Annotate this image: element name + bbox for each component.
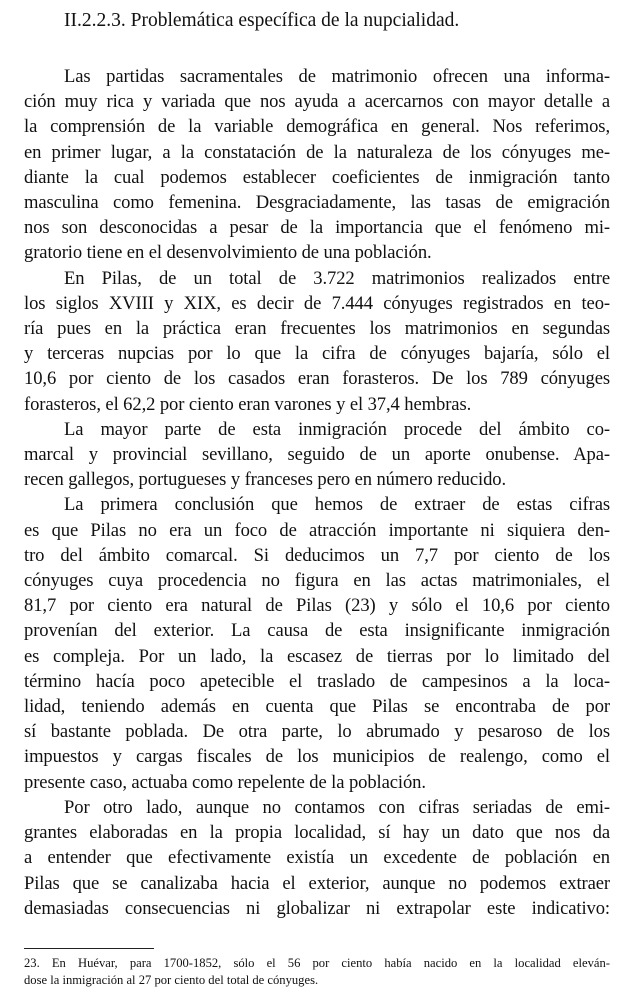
footnote: [24, 955, 610, 989]
text-line: En Pilas, de un total de 3.722 matrimonios realizados entre: [64, 267, 610, 289]
text-line: forasteros, el 62,2 por ciento eran varones y el 37,4 hembras.: [24, 393, 472, 415]
text-line: cónyuges cuya procedencia no figura en las actas matrimoniales, el: [24, 570, 610, 592]
text-line: Por otro lado, aunque no contamos con cifras seriadas de emi-: [64, 796, 610, 818]
text-line: impuestos y cargas fiscales de los municipios de realengo, como el: [24, 746, 610, 768]
paragraph-5: [24, 795, 610, 921]
text-line: presente caso, actuaba como repelente de la población.: [24, 771, 426, 793]
text-line: término hacía poco apetecible el traslado de campesinos a la loca-: [24, 670, 610, 692]
text-line: demasiadas consecuencias ni globalizar ni extrapolar este indicativo:: [24, 897, 610, 919]
text-line: los siglos XVIII y XIX, es decir de 7.444 cónyuges registrados en teo-: [24, 292, 610, 314]
text-line: marcal y provincial sevillano, seguido de un aporte onubense. Apa-: [24, 444, 610, 466]
text-line: gratorio tiene en el desenvolvimiento de una población.: [24, 242, 432, 264]
text-line: nos son desconocidas a pesar de la importancia que el fenómeno mi-: [24, 217, 610, 239]
paragraph-2: [24, 266, 610, 417]
text-line: masculina como femenina. Desgraciadamente, las tasas de emigración: [24, 192, 610, 214]
text-line: diante la cual podemos establecer coeficientes de inmigración tanto: [24, 166, 610, 188]
text-line: tro del ámbito comarcal. Si deducimos un 7,7 por ciento de los: [24, 544, 610, 566]
text-line: 81,7 por ciento era natural de Pilas (23) y sólo el 10,6 por ciento: [24, 595, 610, 617]
body-text: [24, 64, 610, 921]
text-line: lidad, teniendo además en cuenta que Pilas se encontraba de por: [24, 696, 610, 718]
footnote-line: 23. En Huévar, para 1700-1852, sólo el 56 por ciento había nacido en la localidad eleván-: [24, 956, 610, 970]
text-line: recen gallegos, portugueses y franceses pero en número reducido.: [24, 469, 507, 491]
paragraph-1: [24, 64, 610, 266]
text-line: es que Pilas no era un foco de atracción importante ni siquiera den-: [24, 519, 610, 541]
text-line: ría pues en la práctica eran frecuentes los matrimonios en segundas: [24, 318, 610, 340]
text-line: 10,6 por ciento de los casados eran forasteros. De los 789 cónyuges: [24, 368, 610, 390]
text-line: Pilas que se canalizaba hacia el exterior, aunque no podemos extraer: [24, 872, 610, 894]
text-line: a entender que efectivamente existía un excedente de población en: [24, 847, 610, 869]
paragraph-3: [24, 417, 610, 493]
footnote-line: dose la inmigración al 27 por ciento del total de cónyuges.: [24, 973, 319, 987]
text-line: sí bastante poblada. De otra parte, lo abrumado y pesaroso de los: [24, 721, 610, 743]
text-line: ción muy rica y variada que nos ayuda a acercarnos con mayor detalle a: [24, 91, 610, 113]
section-heading: II.2.2.3. Problemática específica de la nupcialidad.: [64, 10, 460, 31]
footnote-divider: [24, 948, 154, 949]
text-line: en primer lugar, a la constatación de la naturaleza de los cónyuges me-: [24, 141, 610, 163]
paragraph-4: [24, 492, 610, 794]
text-line: grantes elaboradas en la propia localidad, sí hay un dato que nos da: [24, 822, 610, 844]
text-line: La primera conclusión que hemos de extraer de estas cifras: [64, 494, 610, 516]
text-line: La mayor parte de esta inmigración procede del ámbito co-: [64, 418, 610, 440]
text-line: y terceras nupcias por lo que la cifra de cónyuges bajaría, sólo el: [24, 343, 610, 365]
text-line: Las partidas sacramentales de matrimonio ofrecen una informa-: [64, 66, 610, 87]
text-line: provenían del exterior. La causa de esta insignificante inmigración: [24, 620, 610, 642]
text-line: es compleja. Por un lado, la escasez de tierras por lo limitado del: [24, 645, 610, 667]
text-line: la comprensión de la variable demográfica en general. Nos referimos,: [24, 116, 610, 138]
